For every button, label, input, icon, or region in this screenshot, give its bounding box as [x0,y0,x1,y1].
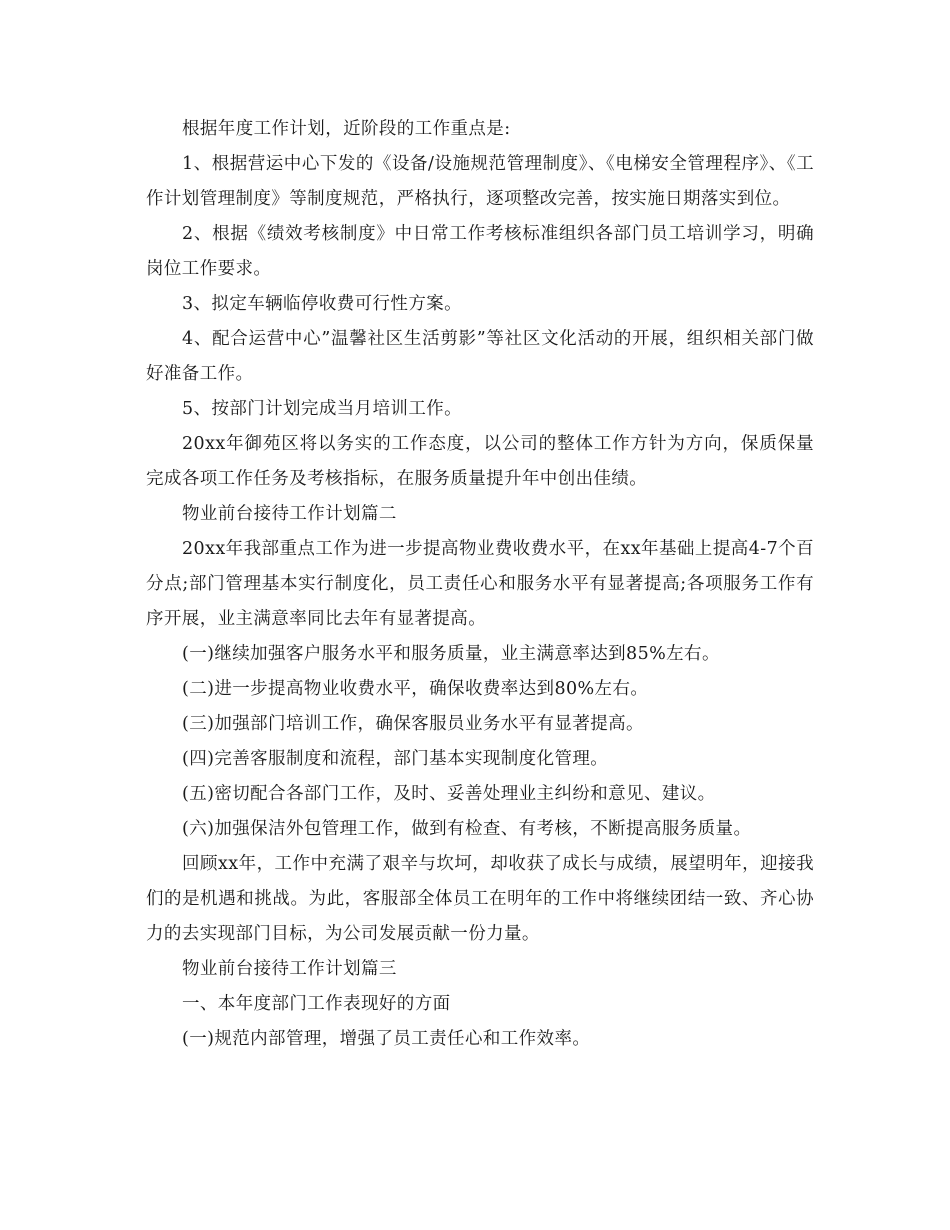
paragraph-item-2: 2、根据《绩效考核制度》中日常工作考核标准组织各部门员工培训学习，明确岗位工作要求。 [146,224,814,279]
paragraph-section2-intro: 20xx年我部重点工作为进一步提高物业费收费水平，在xx年基础上提高4-7个百分点;部门管理基本实行制度化，员工责任心和服务水平有显著提高;各项服务工作有序开展，业主满意率同比去年有显著提高。 [146,539,814,629]
paragraph-item-4: 4、配合运营中心”温馨社区生活剪影”等社区文化活动的开展，组织相关部门做好准备工作。 [146,329,814,384]
paragraph-review: 回顾xx年，工作中充满了艰辛与坎坷，却收获了成长与成绩，展望明年，迎接我们的是机遇和挑战。为此，客服部全体员工在明年的工作中将继续团结一致、齐心协力的去实现部门目标，为公司发展贡献一份力量。 [146,854,814,944]
paragraph-goal-3: (三)加强部门培训工作，确保客服员业务水平有显著提高。 [182,714,644,734]
paragraph-goal-2: (二)进一步提高物业收费水平，确保收费率达到80%左右。 [182,679,649,699]
paragraph-item-3: 3、拟定车辆临停收费可行性方案。 [182,294,463,314]
paragraph-goal-6: (六)加强保洁外包管理工作，做到有检查、有考核，不断提高服务质量。 [182,819,752,839]
paragraph-goal-1: (一)继续加强客户服务水平和服务质量，业主满意率达到85%左右。 [182,644,720,664]
paragraph-intro: 根据年度工作计划，近阶段的工作重点是: [182,119,511,139]
section-heading-2: 物业前台接待工作计划篇二 [182,504,397,524]
document-body [146,112,814,1057]
paragraph-subheading: 一、本年度部门工作表现好的方面 [182,994,451,1014]
paragraph-goal-4: (四)完善客服制度和流程，部门基本实现制度化管理。 [182,749,609,769]
paragraph-item-1: 1、根据营运中心下发的《设备/设施规范管理制度》、《电梯安全管理程序》、《工作计划管理制度》等制度规范，严格执行，逐项整改完善，按实施日期落实到位。 [146,154,814,209]
paragraph-item-5: 5、按部门计划完成当月培训工作。 [182,399,463,419]
paragraph-point-1: (一)规范内部管理，增强了员工责任心和工作效率。 [182,1029,591,1049]
section-heading-3: 物业前台接待工作计划篇三 [182,959,397,979]
paragraph-summary: 20xx年御苑区将以务实的工作态度，以公司的整体工作方针为方向，保质保量完成各项工作任务及考核指标，在服务质量提升年中创出佳绩。 [146,434,814,489]
paragraph-goal-5: (五)密切配合各部门工作，及时、妥善处理业主纠纷和意见、建议。 [182,784,716,804]
